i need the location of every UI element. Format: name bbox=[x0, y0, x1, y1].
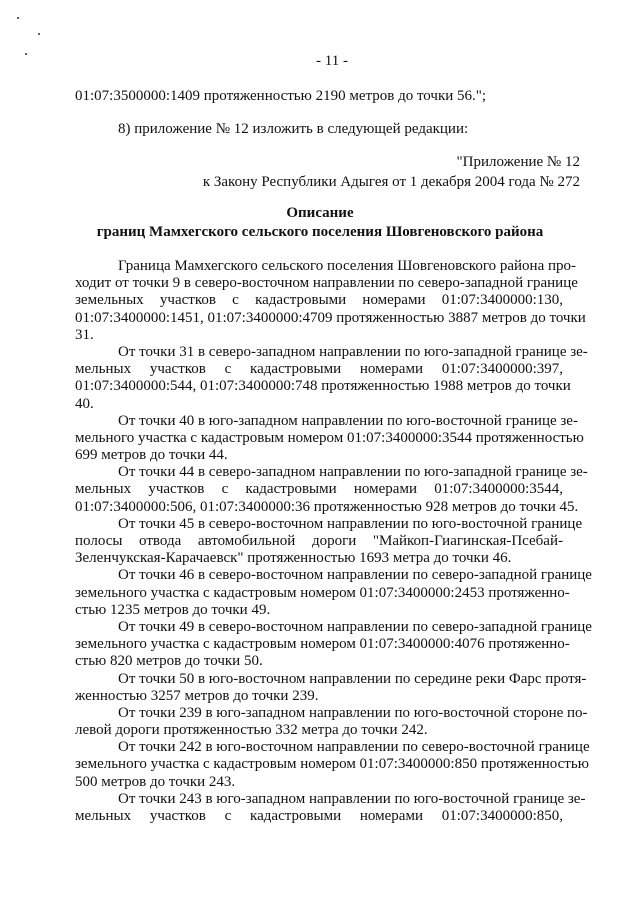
paragraph-line: Граница Мамхегского сельского поселения Шовгеновского района про- bbox=[118, 258, 576, 274]
body-text bbox=[75, 258, 592, 825]
paragraph-line: мельных участков с кадастровыми номерами 01:07:3400000:397, bbox=[75, 361, 563, 378]
page-number: - 11 - bbox=[316, 53, 348, 69]
paragraph-line: земельных участков с кадастровыми номерами 01:07:3400000:130, bbox=[75, 292, 563, 309]
paragraph-line: От точки 45 в северо-восточном направлении по юго-восточной границе bbox=[118, 515, 583, 532]
boundary-paragraph bbox=[75, 739, 590, 791]
boundary-paragraph bbox=[75, 258, 586, 344]
paragraph-line: От точки 242 в юго-восточном направлении по северо-восточной границе bbox=[118, 739, 590, 756]
scan-speck bbox=[17, 17, 19, 19]
paragraph-line: стью 1235 метров до точки 49. bbox=[75, 601, 271, 618]
appendix-law-reference: к Закону Республики Адыгея от 1 декабря 2004 года № 272 bbox=[202, 174, 580, 190]
paragraph-line: полосы отвода автомобильной дороги "Майкоп-Гиагинская-Псебай- bbox=[75, 533, 563, 549]
paragraph-line: От точки 49 в северо-восточном направлении по северо-западной границе bbox=[118, 618, 592, 635]
paragraph-line: От точки 239 в юго-западном направлении по юго-восточной стороне по- bbox=[118, 704, 588, 721]
paragraph-line: мельных участков с кадастровыми номерами 01:07:3400000:850, bbox=[75, 808, 563, 824]
document-subtitle: границ Мамхегского сельского поселения Шовгеновского района bbox=[96, 224, 544, 240]
paragraph-line: 699 метров до точки 44. bbox=[75, 447, 228, 464]
appendix-heading: "Приложение № 12 bbox=[456, 154, 580, 170]
paragraph-line: женностью 3257 метров до точки 239. bbox=[75, 687, 319, 704]
boundary-paragraph bbox=[75, 412, 584, 465]
paragraph-line: левой дороги протяженностью 332 метра до точки 242. bbox=[75, 722, 428, 739]
paragraph-line: 31. bbox=[75, 326, 94, 343]
boundary-paragraph bbox=[75, 670, 587, 705]
paragraph-line: стью 820 метров до точки 50. bbox=[75, 653, 263, 670]
paragraph-line: земельного участка с кадастровым номером 01:07:3400000:2453 протяженно- bbox=[75, 584, 570, 601]
item-8-text: 8) приложение № 12 изложить в следующей редакции: bbox=[118, 121, 469, 137]
paragraph-line: 01:07:3400000:544, 01:07:3400000:748 протяженностью 1988 метров до точки bbox=[75, 378, 571, 395]
boundary-paragraph bbox=[75, 790, 586, 825]
scan-speck bbox=[25, 53, 27, 55]
scan-speck bbox=[38, 33, 40, 35]
paragraph-line: ходит от точки 9 в северо-восточном направлении по северо-западной границе bbox=[75, 275, 578, 292]
paragraph-line: земельного участка с кадастровым номером 01:07:3400000:4076 протяженно- bbox=[75, 636, 570, 653]
paragraph-line: 01:07:3400000:1451, 01:07:3400000:4709 протяженностью 3887 метров до точки bbox=[75, 309, 586, 326]
paragraph-line: От точки 46 в северо-восточном направлении по северо-западной границе bbox=[118, 567, 592, 584]
paragraph-line: От точки 40 в юго-западном направлении по юго-восточной границе зе- bbox=[118, 412, 578, 429]
document-title: Описание bbox=[286, 205, 354, 221]
boundary-paragraph bbox=[75, 464, 588, 516]
continuation-line: 01:07:3500000:1409 протяженностью 2190 метров до точки 56."; bbox=[75, 88, 487, 104]
paragraph-line: 500 метров до точки 243. bbox=[75, 773, 236, 790]
paragraph-line: мельного участка с кадастровым номером 01:07:3400000:3544 протяженностью bbox=[75, 429, 584, 446]
paragraph-line: От точки 243 в юго-западном направлении по юго-восточной границе зе- bbox=[118, 790, 586, 807]
boundary-paragraph bbox=[75, 343, 588, 413]
boundary-paragraph bbox=[75, 515, 583, 568]
paragraph-line: 01:07:3400000:506, 01:07:3400000:36 протяженностью 928 метров до точки 45. bbox=[75, 498, 579, 515]
paragraph-line: От точки 44 в северо-западном направлении по юго-западной границе зе- bbox=[118, 464, 588, 481]
paragraph-line: 40. bbox=[75, 395, 94, 412]
boundary-paragraph bbox=[75, 618, 592, 671]
paragraph-line: От точки 31 в северо-западном направлении по юго-западной границе зе- bbox=[118, 343, 588, 360]
boundary-paragraph bbox=[75, 704, 588, 739]
paragraph-line: мельных участков с кадастровыми номерами 01:07:3400000:3544, bbox=[75, 481, 563, 498]
paragraph-line: Зеленчукская-Карачаевск" протяженностью 1693 метра до точки 46. bbox=[75, 550, 512, 567]
paragraph-line: земельного участка с кадастровым номером 01:07:3400000:850 протяженностью bbox=[75, 756, 589, 773]
paragraph-line: От точки 50 в юго-восточном направлении по середине реки Фарс протя- bbox=[118, 670, 587, 687]
boundary-paragraph bbox=[75, 567, 592, 619]
